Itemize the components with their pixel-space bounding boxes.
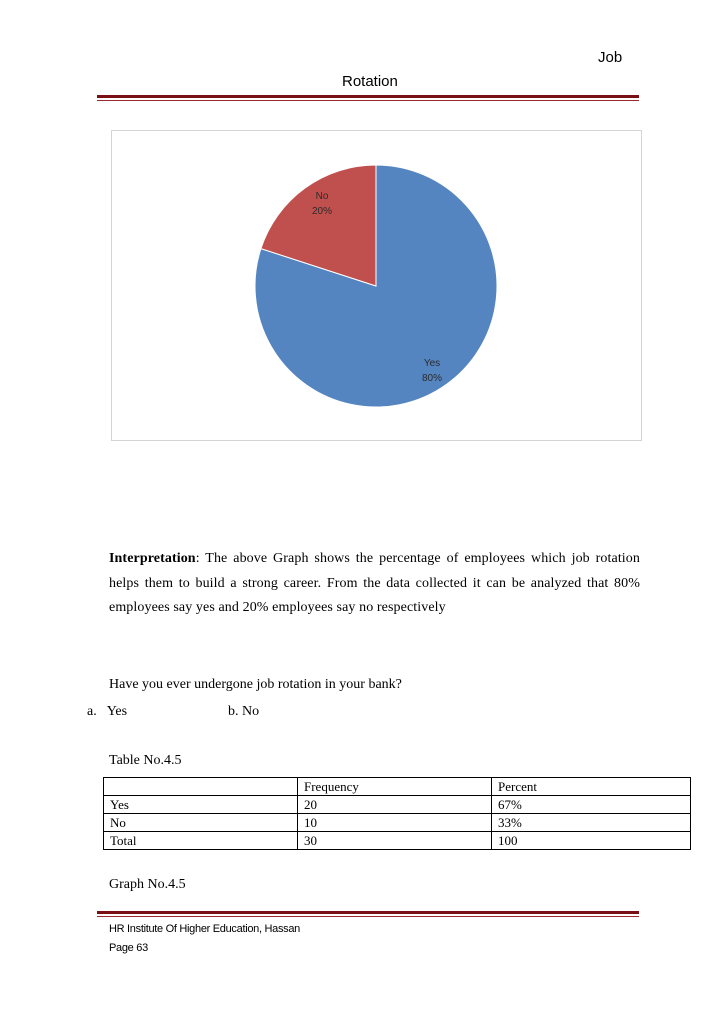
footer-rule (97, 911, 639, 914)
table-row (104, 832, 691, 850)
pie-label-percent: 20% (311, 206, 333, 217)
pie-chart-frame (111, 130, 642, 441)
interpretation-paragraph (109, 547, 640, 621)
footer-page-number: Page 63 (109, 942, 148, 954)
interpretation-label: Interpretation (109, 551, 196, 566)
table-cell: 100 (492, 832, 691, 850)
header-title-line2: Rotation (342, 73, 398, 90)
table-cell: No (104, 814, 298, 832)
table-header-cell: Percent (492, 778, 691, 796)
table-cell: Yes (104, 796, 298, 814)
table-cell: Total (104, 832, 298, 850)
header-title-line1: Job (598, 49, 623, 66)
option-no: b. No (228, 704, 260, 719)
option-yes: a. Yes (87, 704, 128, 719)
survey-question: Have you ever undergone job rotation in your bank? (109, 677, 402, 692)
footer-rule-thin (97, 916, 639, 917)
table-header-cell (104, 778, 298, 796)
table-cell: 10 (298, 814, 492, 832)
table-row (104, 796, 691, 814)
table-header-cell: Frequency (298, 778, 492, 796)
footer-institute: HR Institute Of Higher Education, Hassan (109, 923, 300, 935)
table-cell: 33% (492, 814, 691, 832)
table-caption: Table No.4.5 (109, 753, 182, 768)
header-rule-thin (97, 100, 639, 101)
pie-chart (112, 131, 641, 440)
frequency-table (103, 777, 691, 850)
table-row (104, 814, 691, 832)
table-cell: 20 (298, 796, 492, 814)
header-rule (97, 95, 639, 98)
graph-caption: Graph No.4.5 (109, 877, 186, 892)
pie-label-name: Yes (423, 358, 441, 369)
pie-label-name: No (315, 191, 329, 202)
pie-label-percent: 80% (421, 373, 443, 384)
table-header-row (104, 778, 691, 796)
table-cell: 30 (298, 832, 492, 850)
interpretation-text: : The above Graph shows the percentage of employees which job rotation helps them to build a strong career. From the data collected it can be analyzed that 80% employees say yes and 20% employees say no respectively (109, 551, 640, 615)
table-cell: 67% (492, 796, 691, 814)
